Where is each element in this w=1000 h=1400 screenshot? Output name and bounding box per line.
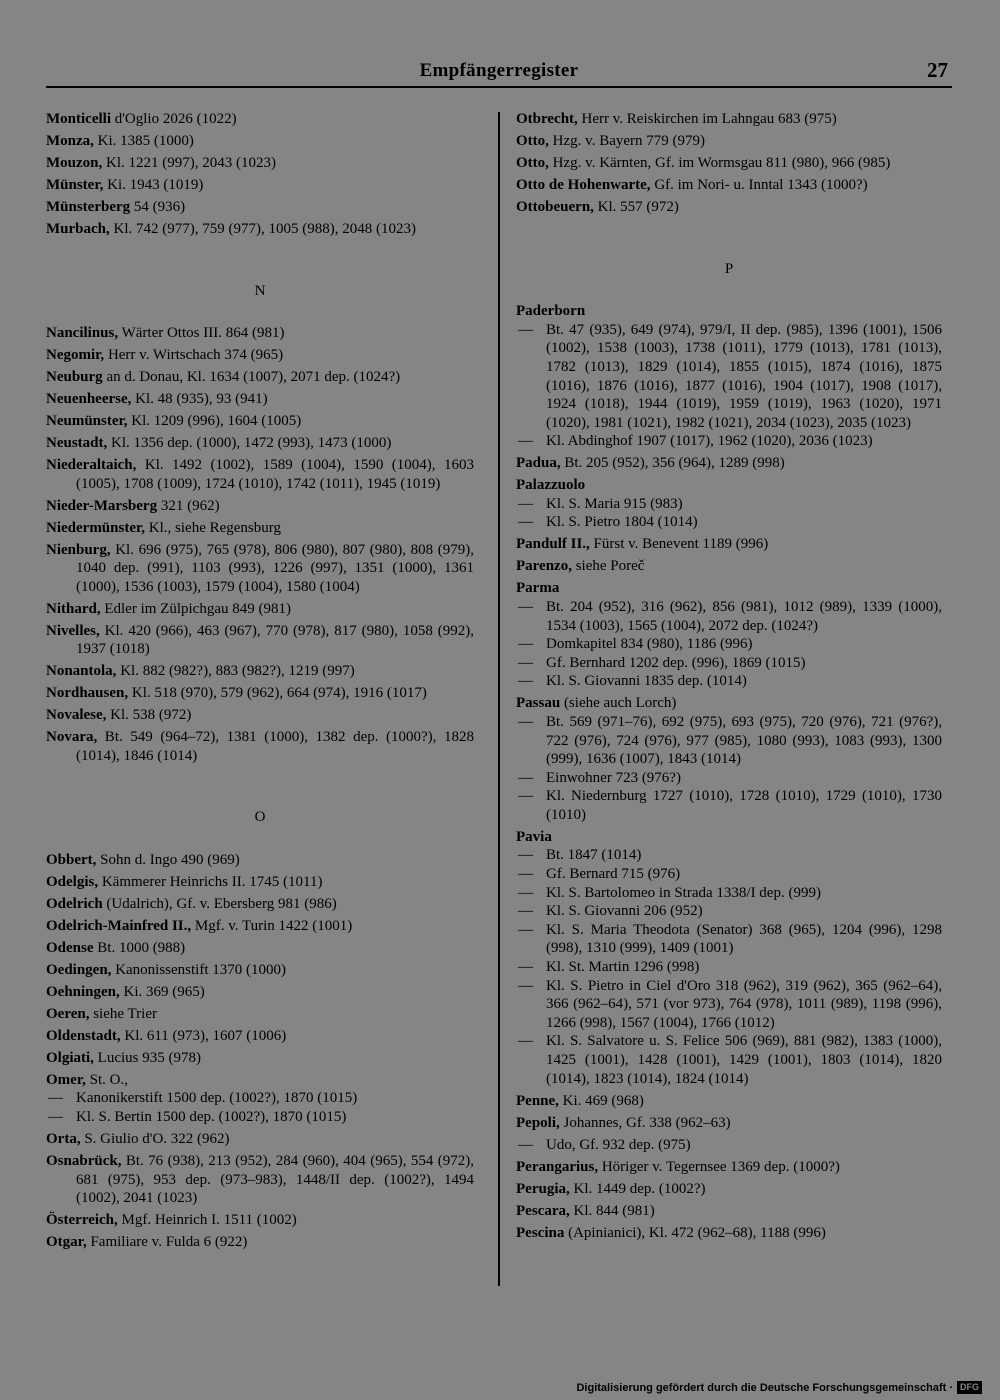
register-subentry: [516, 846, 942, 865]
register-subentry: [516, 654, 942, 673]
entry-references: d'Oglio 2026 (1022): [110, 111, 237, 127]
entry-name: Nieder-Marsberg: [46, 497, 158, 514]
register-subentry: [46, 1108, 474, 1127]
entry-name: Pescara,: [516, 1202, 570, 1219]
entry-name: Otto,: [516, 154, 549, 171]
entry-references: Johannes, Gf. 338 (962–63): [559, 1114, 731, 1131]
register-entry: [46, 1211, 474, 1230]
register-entry: [46, 917, 474, 936]
register-entry: [46, 132, 474, 151]
entry-name: Perangarius,: [516, 1158, 599, 1175]
register-subentry: [516, 495, 942, 514]
entry-name: Monza,: [46, 132, 94, 149]
entry-references: Fürst v. Benevent 1189 (996): [589, 536, 769, 553]
register-entry: [516, 828, 942, 847]
footer-text: Digitalisierung gefördert durch die Deutsche Forschungsgemeinschaft ·: [576, 1381, 953, 1394]
entry-references: Ki. 1385 (1000): [93, 132, 194, 149]
subentry-text: Kl. S. Maria Theodota (Senator) 368 (965), 1204 (996), 1298 (998), 1310 (999), 1409 (1001): [546, 921, 942, 957]
entry-references: Kl. 420 (966), 463 (967), 770 (978), 817 (980), 1058 (992), 1937 (1018): [76, 622, 474, 658]
register-entry: [46, 1027, 474, 1046]
entry-references: Kanonissenstift 1370 (1000): [111, 961, 287, 978]
entry-references: Kämmerer Heinrichs II. 1745 (1011): [98, 874, 323, 891]
subentry-dash: —: [518, 1136, 533, 1153]
entry-references: Kl. 611 (973), 1607 (1006): [120, 1027, 287, 1044]
register-entry: [516, 476, 942, 495]
entry-name: Omer,: [46, 1071, 86, 1088]
entry-name: Oldenstadt,: [46, 1027, 121, 1044]
entry-references: Kl. 696 (975), 765 (978), 806 (980), 807 (980), 808 (979), 1040 dep. (991), 1103 (993), 1226 (997), 1351 (1000), 1361 (1000), 1536 (1003), 1579 (1004), 1580 (1004): [76, 541, 474, 595]
register-entry: [46, 412, 474, 431]
entry-name: Oehningen,: [46, 983, 120, 1000]
section-letter: P: [724, 260, 734, 277]
entry-name: Murbach,: [46, 220, 110, 237]
entry-name: Osnabrück,: [46, 1153, 122, 1170]
entry-references: Höriger v. Tegernsee 1369 dep. (1000?): [598, 1158, 840, 1175]
entry-references: Hzg. v. Bayern 779 (979): [548, 132, 705, 149]
entry-name: Novalese,: [46, 707, 107, 724]
entry-references: an d. Donau, Kl. 1634 (1007), 2071 dep. (1024?): [102, 369, 401, 386]
entry-references: Kl. 1449 dep. (1002?): [569, 1180, 706, 1197]
register-entry: [516, 694, 942, 713]
entry-references: Kl. 1356 dep. (1000), 1472 (993), 1473 (1000): [107, 435, 392, 452]
subentry-dash: —: [518, 977, 533, 994]
entry-references: (siehe auch Lorch): [560, 695, 677, 712]
register-entry: [516, 1180, 942, 1199]
entry-references: S. Giulio d'O. 322 (962): [80, 1131, 230, 1148]
entry-references: Mgf. Heinrich I. 1511 (1002): [117, 1212, 297, 1229]
register-entry: [46, 622, 474, 659]
entry-references: Kl. 1209 (996), 1604 (1005): [127, 413, 302, 430]
subentry-text: Kl. S. Giovanni 1835 dep. (1014): [546, 673, 747, 690]
register-entry: [46, 728, 474, 765]
register-entry: [46, 1130, 474, 1149]
entry-references: Kl., siehe Regensburg: [145, 519, 281, 536]
register-subentry: [516, 921, 942, 958]
subentry-dash: —: [518, 903, 533, 920]
register-subentry: [516, 884, 942, 903]
register-entry: [46, 497, 474, 516]
entry-references: Kl. 557 (972): [593, 198, 679, 215]
entry-name: Neustadt,: [46, 435, 108, 452]
subentry-dash: —: [518, 598, 533, 615]
register-subentry: [516, 513, 942, 532]
entry-name: Niederaltaich,: [46, 457, 137, 474]
register-entry: [516, 154, 942, 173]
entry-references: Hzg. v. Kärnten, Gf. im Wormsgau 811 (980), 966 (985): [548, 154, 891, 171]
entry-name: Pavia: [516, 828, 552, 845]
entry-references: Bt. 549 (964–72), 1381 (1000), 1382 dep. (1000?), 1828 (1014), 1846 (1014): [76, 729, 474, 764]
entry-references: Wärter Ottos III. 864 (981): [118, 325, 285, 342]
entry-name: Orta,: [46, 1131, 81, 1148]
register-subentry: [516, 769, 942, 788]
entry-references: Bt. 76 (938), 213 (952), 284 (960), 404 (965), 554 (972), 681 (975), 953 dep. (973–983), 1448/II dep. (1002?), 1494 (1002), 2041 (1023): [76, 1153, 474, 1207]
entry-name: Monticelli: [46, 111, 111, 127]
entry-references: (Udalrich), Gf. v. Ebersberg 981 (986): [102, 896, 337, 912]
page-number: 27: [927, 58, 948, 82]
entry-name: Mouzon,: [46, 154, 103, 171]
entry-name: Neuburg: [46, 369, 103, 386]
entry-references: Lucius 935 (978): [93, 1049, 201, 1066]
register-subentry: [516, 598, 942, 635]
entry-references: 321 (962): [157, 497, 220, 514]
entry-name: Oedingen,: [46, 961, 112, 978]
register-entry: [46, 600, 474, 619]
entry-name: Odelrich: [46, 896, 103, 912]
entry-name: Odelrich-Mainfred II.,: [46, 917, 192, 934]
entry-name: Nordhausen,: [46, 685, 129, 702]
subentry-dash: —: [518, 866, 533, 883]
register-entry: [516, 1092, 942, 1111]
entry-name: Münsterberg: [46, 198, 131, 215]
subentry-text: Bt. 204 (952), 316 (962), 856 (981), 1012 (989), 1339 (1000), 1534 (1003), 1565 (1004), 2072 dep. (1024?): [546, 598, 942, 634]
subentry-dash: —: [518, 769, 533, 786]
register-entry: [516, 579, 942, 598]
section-letter: O: [254, 809, 266, 826]
subentry-text: Kl. S. Maria 915 (983): [546, 495, 683, 512]
entry-name: Negomir,: [46, 347, 105, 364]
subentry-dash: —: [518, 673, 533, 690]
entry-references: siehe Trier: [89, 1005, 157, 1022]
left-column: [46, 110, 474, 1255]
entry-name: Odelgis,: [46, 874, 99, 891]
register-entry: [46, 873, 474, 892]
register-entry: [46, 895, 474, 914]
entry-name: Münster,: [46, 176, 104, 193]
subentry-dash: —: [518, 495, 533, 512]
register-entry: [46, 662, 474, 681]
register-entry: [516, 454, 942, 473]
entry-references: Edler im Zülpichgau 849 (981): [100, 600, 291, 617]
entry-references: Kl. 1492 (1002), 1589 (1004), 1590 (1004), 1603 (1005), 1708 (1009), 1724 (1010), 1742 (1011), 1945 (1019): [76, 457, 474, 492]
entry-references: Sohn d. Ingo 490 (969): [96, 852, 240, 869]
entry-name: Paderborn: [516, 303, 586, 320]
register-entry: [46, 939, 474, 958]
register-entry: [516, 110, 942, 129]
entry-references: Kl. 1221 (997), 2043 (1023): [102, 154, 276, 171]
register-entry: [46, 456, 474, 493]
entry-name: Neumünster,: [46, 413, 128, 430]
entry-references: Herr v. Wirtschach 374 (965): [104, 347, 284, 364]
subentry-text: Kl. S. Salvatore u. S. Felice 506 (969), 881 (982), 1383 (1000), 1425 (1001), 1428 (1001), 1429 (1001), 1803 (1014), 1820 (1014), 1823 (1014), 1824 (1014): [546, 1033, 942, 1087]
register-entry: [46, 541, 474, 597]
register-entry: [46, 346, 474, 365]
register-entry: [46, 368, 474, 387]
register-entry: [46, 110, 474, 129]
subentry-text: Kl. Abdinghof 1907 (1017), 1962 (1020), 2036 (1023): [546, 433, 873, 450]
register-entry: [46, 434, 474, 453]
subentry-text: Kanonikerstift 1500 dep. (1002?), 1870 (1015): [76, 1090, 358, 1107]
entry-name: Ottobeuern,: [516, 198, 594, 215]
entry-name: Passau: [516, 695, 561, 712]
register-entry: [516, 557, 942, 576]
entry-name: Odense: [46, 939, 94, 956]
subentry-dash: —: [518, 514, 533, 531]
register-entry: [46, 176, 474, 195]
subentry-text: Gf. Bernard 715 (976): [546, 866, 681, 883]
register-entry: [516, 1114, 942, 1133]
dfg-logo: DFG: [957, 1381, 982, 1394]
subentry-dash: —: [518, 433, 533, 450]
subentry-dash: —: [518, 921, 533, 938]
entry-name: Novara,: [46, 729, 98, 746]
subentry-text: Kl. Niedernburg 1727 (1010), 1728 (1010), 1729 (1010), 1730 (1010): [546, 788, 942, 823]
entry-references: Kl. 48 (935), 93 (941): [131, 391, 268, 408]
subentry-dash: —: [518, 788, 533, 805]
entry-name: Oeren,: [46, 1005, 90, 1022]
entry-name: Parenzo,: [516, 558, 572, 575]
subentry-text: Udo, Gf. 932 dep. (975): [546, 1136, 691, 1153]
subentry-dash: —: [518, 321, 533, 338]
subentry-dash: —: [48, 1109, 63, 1126]
register-entry: [516, 198, 942, 217]
entry-name: Österreich,: [46, 1212, 118, 1229]
entry-name: Nivelles,: [46, 622, 100, 639]
subentry-text: Kl. S. Giovanni 206 (952): [546, 903, 703, 920]
register-entry: [46, 154, 474, 173]
subentry-text: Kl. St. Martin 1296 (998): [546, 959, 700, 976]
register-subentry: [516, 902, 942, 921]
register-entry: [516, 1202, 942, 1221]
register-subentry: [516, 1136, 942, 1155]
entry-name: Perugia,: [516, 1180, 570, 1197]
register-entry: [46, 1152, 474, 1208]
register-subentry: [516, 977, 942, 1033]
subentry-text: Bt. 47 (935), 649 (974), 979/I, II dep. (985), 1396 (1001), 1506 (1002), 1538 (1003), 1738 (1011), 1779 (1013), 1781 (1013), 1782 (1013), 1829 (1014), 1855 (1015), 1874 (1016), 1875 (1016), 1876 (1016), 1877 (1016), 1904 (1017), 1908 (1017), 1924 (1018), 1944 (1019), 1959 (1019), 1963 (1020), 1971 (1020), 1981 (1021), 1982 (1021), 2034 (1023), 2035 (1023): [546, 321, 942, 431]
register-entry: [46, 1071, 474, 1090]
subentry-text: Kl. S. Bartolomeo in Strada 1338/I dep. (999): [546, 884, 821, 901]
entry-references: 54 (936): [130, 198, 186, 215]
entry-references: Kl. 518 (970), 579 (962), 664 (974), 1916 (1017): [128, 685, 427, 702]
register-entry: [516, 132, 942, 151]
register-subentry: [516, 635, 942, 654]
register-entry: [46, 1233, 474, 1252]
page-title: Empfängerregister: [419, 60, 579, 81]
entry-name: Pandulf II.,: [516, 536, 590, 553]
register-entry: [46, 390, 474, 409]
register-entry: [46, 1049, 474, 1068]
subentry-dash: —: [518, 636, 533, 653]
entry-references: Familiare v. Fulda 6 (922): [86, 1234, 248, 1251]
entry-name: Otto de Hohenwarte,: [516, 176, 651, 193]
register-entry: [516, 1224, 942, 1243]
entry-references: St. O.,: [85, 1071, 128, 1088]
register-entry: [46, 961, 474, 980]
register-entry: [516, 535, 942, 554]
register-entry: [46, 1005, 474, 1024]
entry-name: Olgiati,: [46, 1049, 94, 1066]
entry-references: (Apinianici), Kl. 472 (962–68), 1188 (996): [564, 1224, 826, 1241]
register-entry: [46, 198, 474, 217]
section-letter: N: [254, 282, 266, 299]
entry-name: Padua,: [516, 455, 561, 472]
register-subentry: [516, 1032, 942, 1088]
entry-name: Nienburg,: [46, 541, 111, 558]
subentry-dash: —: [518, 884, 533, 901]
register-subentry: [46, 1089, 474, 1108]
subentry-dash: —: [518, 654, 533, 671]
register-entry: [46, 324, 474, 343]
entry-references: Bt. 205 (952), 356 (964), 1289 (998): [560, 455, 785, 472]
entry-name: Otgar,: [46, 1234, 87, 1251]
entry-references: Ki. 369 (965): [119, 983, 205, 1000]
register-entry: [46, 706, 474, 725]
entry-name: Niedermünster,: [46, 519, 146, 536]
entry-name: Otto,: [516, 132, 549, 149]
entry-references: Ki. 469 (968): [558, 1092, 644, 1109]
subentry-text: Domkapitel 834 (980), 1186 (996): [546, 636, 753, 653]
entry-references: Kl. 844 (981): [569, 1202, 655, 1219]
register-subentry: [516, 432, 942, 451]
right-column: [516, 110, 942, 1245]
register-subentry: [516, 958, 942, 977]
subentry-text: Kl. S. Bertin 1500 dep. (1002?), 1870 (1015): [76, 1109, 347, 1126]
subentry-text: Kl. S. Pietro 1804 (1014): [546, 514, 698, 531]
entry-references: Kl. 538 (972): [106, 707, 192, 724]
register-subentry: [516, 865, 942, 884]
register-entry: [46, 519, 474, 538]
entry-name: Nithard,: [46, 600, 101, 617]
register-entry: [516, 1158, 942, 1177]
subentry-dash: —: [518, 713, 533, 730]
register-entry: [46, 851, 474, 870]
entry-name: Pepoli,: [516, 1114, 560, 1131]
subentry-dash: —: [518, 847, 533, 864]
subentry-text: Gf. Bernhard 1202 dep. (996), 1869 (1015): [546, 654, 806, 671]
entry-name: Otbrecht,: [516, 111, 578, 127]
entry-name: Palazzuolo: [516, 477, 586, 494]
entry-name: Nonantola,: [46, 663, 117, 680]
entry-references: Bt. 1000 (988): [93, 939, 186, 956]
register-entry: [516, 176, 942, 195]
entry-references: Ki. 1943 (1019): [103, 176, 204, 193]
entry-references: Kl. 882 (982?), 883 (982?), 1219 (997): [116, 663, 355, 680]
entry-name: Penne,: [516, 1092, 559, 1109]
entry-references: siehe Poreč: [571, 558, 645, 575]
register-subentry: [516, 321, 942, 433]
footer: [576, 1381, 982, 1394]
register-subentry: [516, 672, 942, 691]
subentry-dash: —: [518, 1033, 533, 1050]
entry-references: Mgf. v. Turin 1422 (1001): [191, 917, 353, 934]
entry-references: Kl. 742 (977), 759 (977), 1005 (988), 2048 (1023): [109, 220, 416, 237]
entry-references: Herr v. Reiskirchen im Lahngau 683 (975): [577, 111, 837, 127]
subentry-text: Kl. S. Pietro in Ciel d'Oro 318 (962), 319 (962), 365 (962–64), 366 (962–64), 571 (vor 973), 764 (978), 1011 (989), 1198 (996), 1266 (998), 1567 (1004), 1766 (1012): [546, 977, 942, 1031]
header-rule: [46, 86, 952, 88]
entry-references: Gf. im Nori- u. Inntal 1343 (1000?): [650, 176, 868, 193]
column-divider: [498, 112, 500, 1286]
entry-name: Parma: [516, 580, 560, 597]
register-entry: [46, 220, 474, 239]
entry-name: Nancilinus,: [46, 325, 119, 342]
subentry-dash: —: [48, 1090, 63, 1107]
register-subentry: [516, 713, 942, 769]
subentry-text: Bt. 1847 (1014): [546, 847, 642, 864]
entry-name: Neuenheerse,: [46, 391, 132, 408]
subentry-text: Bt. 569 (971–76), 692 (975), 693 (975), 720 (976), 721 (976?), 722 (976), 724 (976), 977 (985), 1080 (993), 1083 (993), 1300 (999), 1636 (1007), 1843 (1014): [546, 713, 942, 768]
register-entry: [516, 302, 942, 321]
register-entry: [46, 684, 474, 703]
subentry-text: Einwohner 723 (976?): [546, 769, 681, 786]
entry-name: Pescina: [516, 1224, 565, 1241]
entry-name: Obbert,: [46, 852, 97, 869]
subentry-dash: —: [518, 959, 533, 976]
register-subentry: [516, 787, 942, 824]
register-entry: [46, 983, 474, 1002]
page-header: [46, 56, 952, 86]
